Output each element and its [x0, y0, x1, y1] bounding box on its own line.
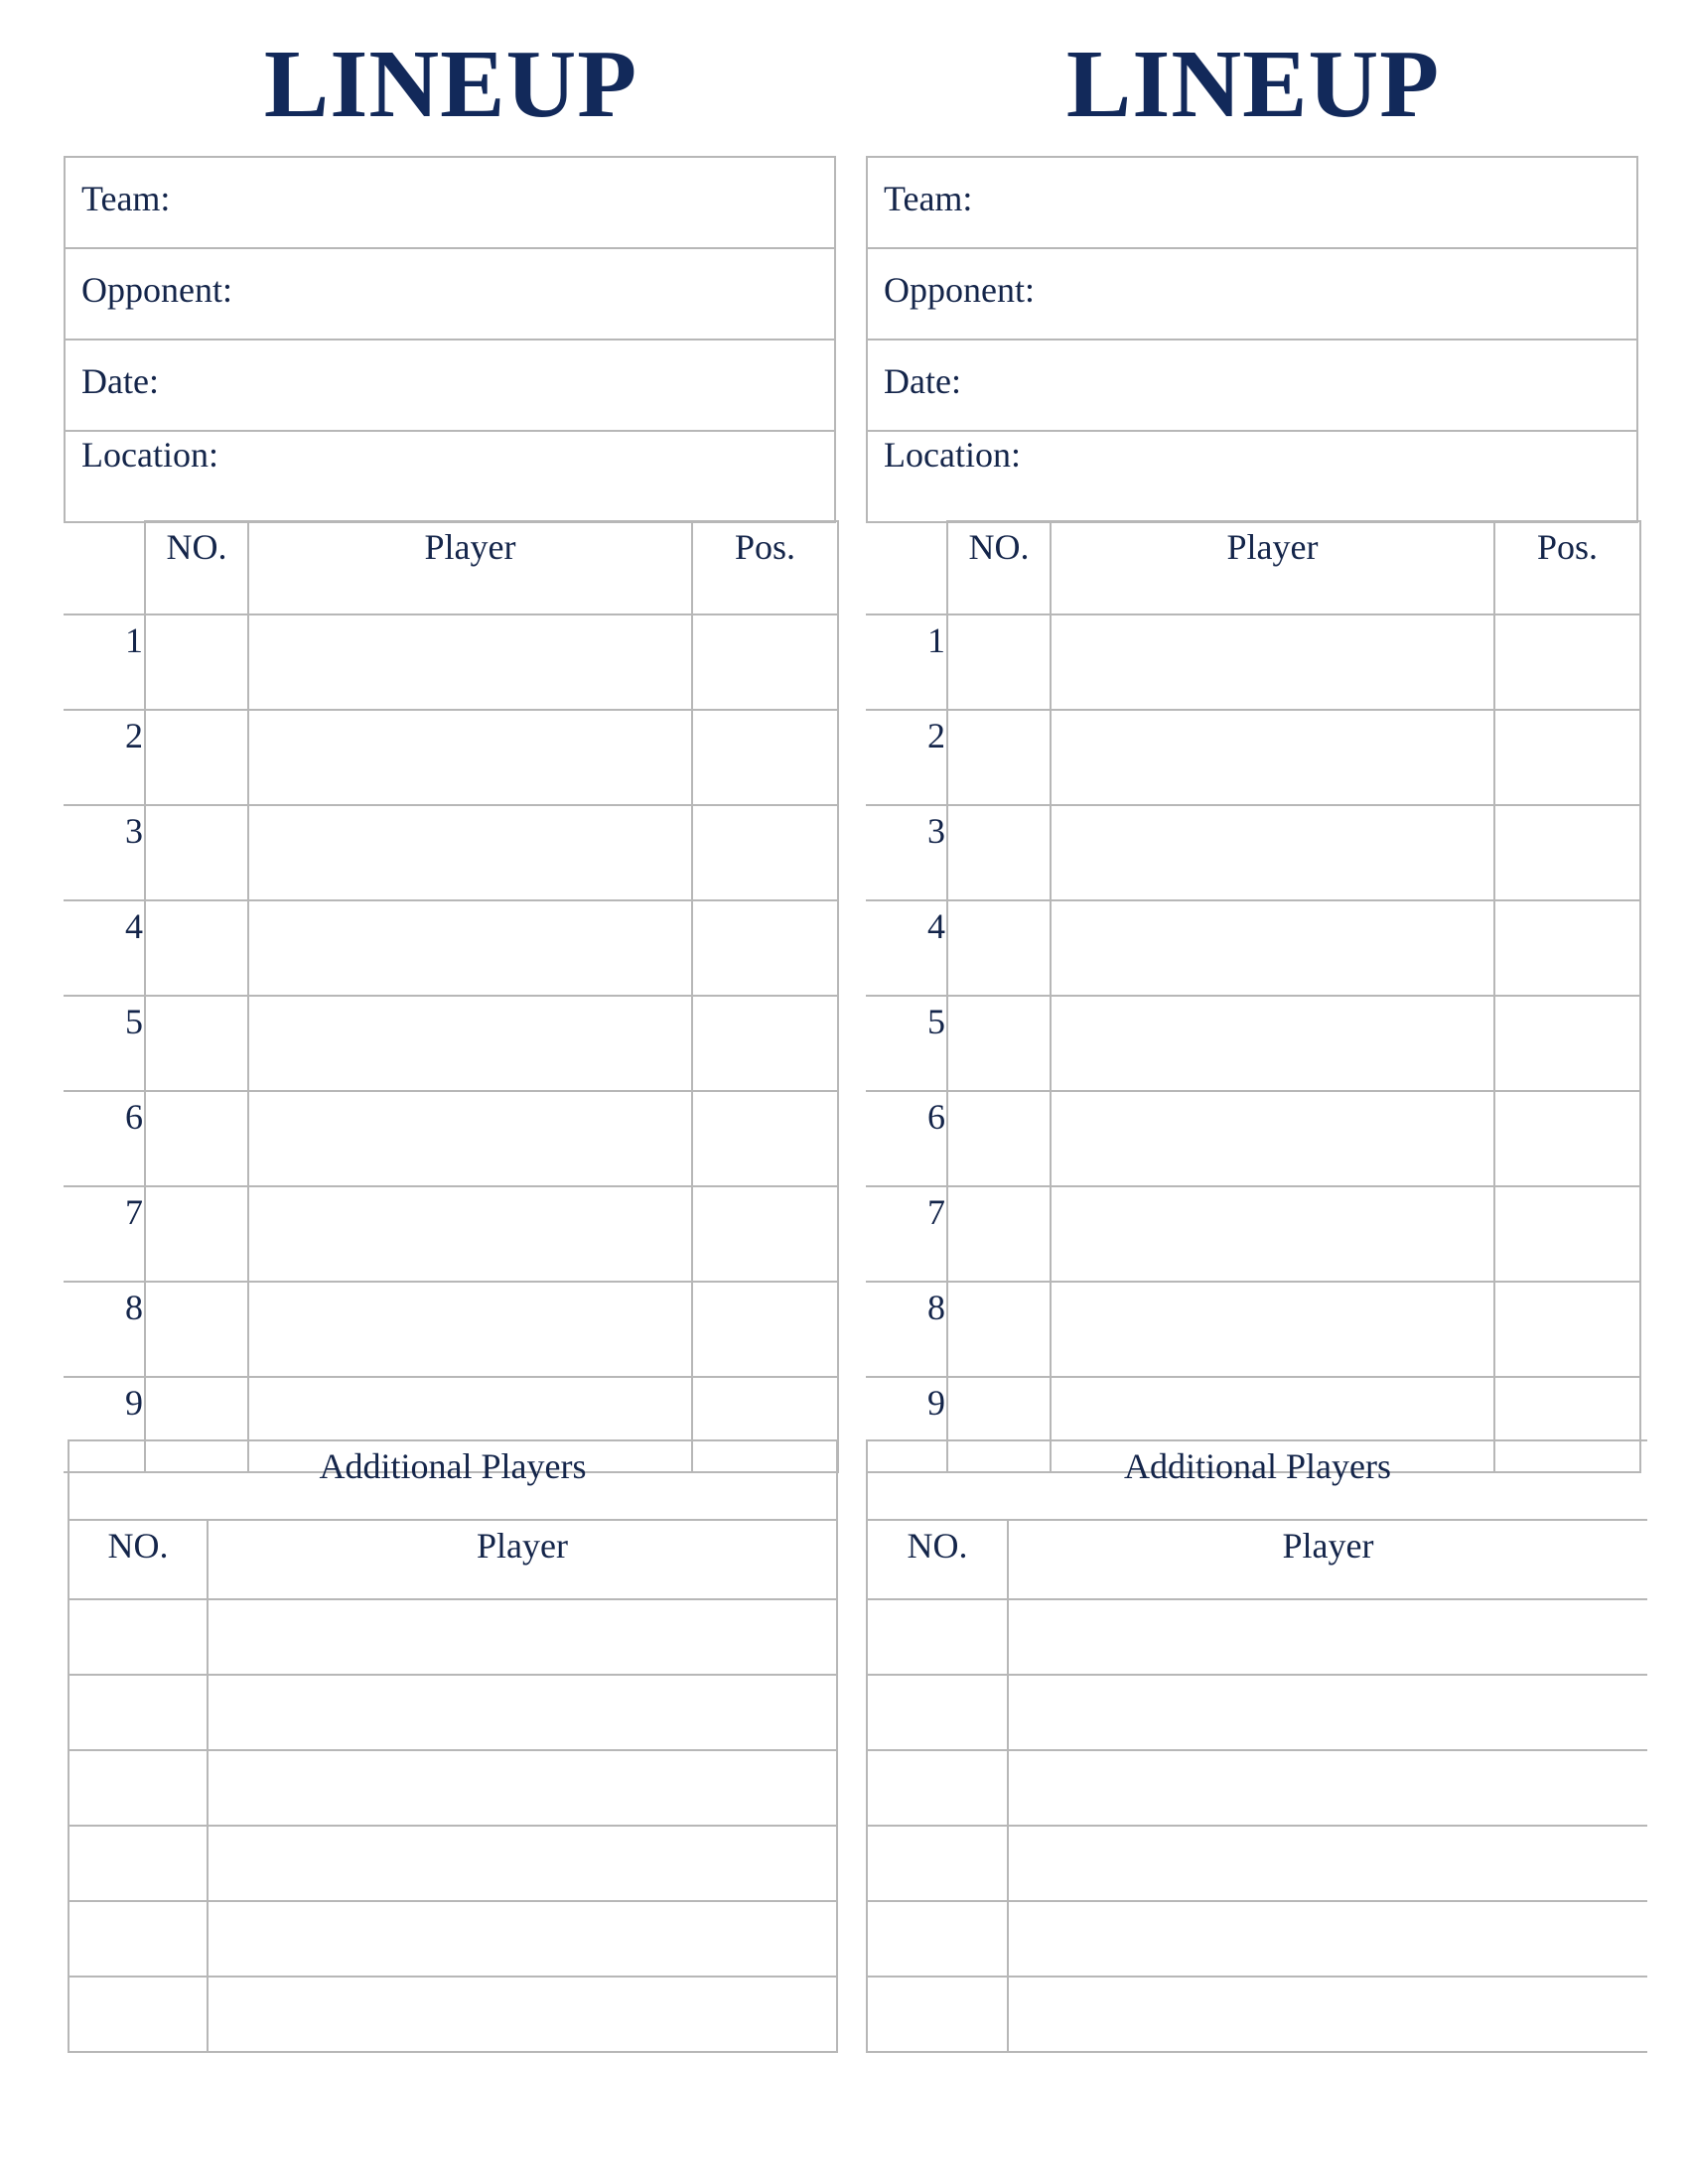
no-cell[interactable] [867, 1977, 1008, 2052]
order-header [64, 521, 145, 614]
no-cell[interactable] [947, 1186, 1051, 1282]
opponent-field[interactable]: Opponent: [868, 249, 1636, 341]
no-cell[interactable] [69, 1599, 208, 1675]
no-cell[interactable] [145, 996, 248, 1091]
table-row [867, 1901, 1647, 1977]
game-info-table [64, 156, 836, 523]
no-header: NO. [867, 1520, 1008, 1599]
table-row [867, 1675, 1647, 1750]
batting-order-number: 2 [866, 710, 947, 805]
player-cell[interactable] [248, 614, 692, 710]
pos-cell[interactable] [1494, 1091, 1640, 1186]
player-header: Player [208, 1520, 837, 1599]
player-cell[interactable] [208, 1750, 837, 1826]
pos-cell[interactable] [1494, 1186, 1640, 1282]
pos-cell[interactable] [692, 710, 838, 805]
player-cell[interactable] [248, 805, 692, 900]
no-cell[interactable] [69, 1675, 208, 1750]
table-row [69, 1977, 837, 2052]
batting-order-number: 9 [866, 1377, 947, 1472]
player-cell[interactable] [1008, 1675, 1647, 1750]
team-field[interactable]: Team: [868, 158, 1636, 249]
pos-header: Pos. [692, 521, 838, 614]
batting-order-number: 4 [866, 900, 947, 996]
table-row [69, 1826, 837, 1901]
batting-order-number: 3 [64, 805, 145, 900]
player-cell[interactable] [1051, 614, 1494, 710]
table-row [64, 900, 838, 996]
batting-order-number: 7 [866, 1186, 947, 1282]
pos-cell[interactable] [692, 1091, 838, 1186]
table-row [64, 1186, 838, 1282]
table-row [69, 1750, 837, 1826]
table-row [64, 805, 838, 900]
batting-order-table [64, 520, 839, 1473]
batting-order-number: 7 [64, 1186, 145, 1282]
date-field[interactable]: Date: [868, 341, 1636, 432]
batting-order-number: 8 [64, 1282, 145, 1377]
table-row [866, 710, 1640, 805]
player-cell[interactable] [1051, 900, 1494, 996]
player-cell[interactable] [208, 1826, 837, 1901]
pos-cell[interactable] [1494, 614, 1640, 710]
player-cell[interactable] [248, 900, 692, 996]
no-cell[interactable] [145, 1282, 248, 1377]
lineup-sheet-right [866, 0, 1640, 2184]
table-row [867, 1826, 1647, 1901]
batting-order-number: 1 [64, 614, 145, 710]
batting-order-number: 5 [64, 996, 145, 1091]
pos-cell[interactable] [1494, 1282, 1640, 1377]
no-cell[interactable] [867, 1675, 1008, 1750]
player-cell[interactable] [248, 1282, 692, 1377]
no-cell[interactable] [947, 614, 1051, 710]
table-row [64, 614, 838, 710]
player-cell[interactable] [1051, 710, 1494, 805]
no-cell[interactable] [867, 1599, 1008, 1675]
pos-header: Pos. [1494, 521, 1640, 614]
batting-order-number: 3 [866, 805, 947, 900]
no-cell[interactable] [867, 1901, 1008, 1977]
pos-cell[interactable] [692, 996, 838, 1091]
no-cell[interactable] [145, 710, 248, 805]
additional-players-table [866, 1439, 1647, 2053]
pos-cell[interactable] [692, 805, 838, 900]
order-header [866, 521, 947, 614]
player-cell[interactable] [1051, 1091, 1494, 1186]
no-cell[interactable] [145, 805, 248, 900]
pos-cell[interactable] [1494, 710, 1640, 805]
player-cell[interactable] [1008, 1599, 1647, 1675]
table-row [64, 1282, 838, 1377]
batting-order-number: 5 [866, 996, 947, 1091]
no-cell[interactable] [69, 1826, 208, 1901]
player-cell[interactable] [1051, 1186, 1494, 1282]
additional-players-title: Additional Players [867, 1440, 1647, 1520]
additional-players-title: Additional Players [69, 1440, 837, 1520]
team-field[interactable]: Team: [66, 158, 834, 249]
no-cell[interactable] [69, 1901, 208, 1977]
table-row [69, 1901, 837, 1977]
player-cell[interactable] [248, 1091, 692, 1186]
table-header-row [866, 521, 1640, 614]
no-cell[interactable] [145, 900, 248, 996]
no-cell[interactable] [947, 1091, 1051, 1186]
no-cell[interactable] [145, 614, 248, 710]
lineup-sheet-left [64, 0, 838, 2184]
player-cell[interactable] [1008, 1977, 1647, 2052]
no-header: NO. [947, 521, 1051, 614]
no-header: NO. [69, 1520, 208, 1599]
no-cell[interactable] [69, 1750, 208, 1826]
sheet-title: LINEUP [263, 31, 638, 138]
player-cell[interactable] [248, 1186, 692, 1282]
batting-order-number: 6 [64, 1091, 145, 1186]
location-field[interactable]: Location: [884, 435, 1021, 475]
table-row [867, 1750, 1647, 1826]
pos-cell[interactable] [1494, 805, 1640, 900]
no-cell[interactable] [145, 1186, 248, 1282]
batting-order-number: 8 [866, 1282, 947, 1377]
no-cell[interactable] [145, 1091, 248, 1186]
no-header: NO. [145, 521, 248, 614]
pos-cell[interactable] [692, 1282, 838, 1377]
table-row [866, 1282, 1640, 1377]
pos-cell[interactable] [692, 900, 838, 996]
additional-players-table [68, 1439, 838, 2053]
batting-order-number: 1 [866, 614, 947, 710]
location-field[interactable]: Location: [81, 435, 218, 475]
table-row [866, 805, 1640, 900]
no-cell[interactable] [69, 1977, 208, 2052]
table-row [866, 996, 1640, 1091]
table-header-row [64, 521, 838, 614]
table-row [867, 1977, 1647, 2052]
player-cell[interactable] [208, 1599, 837, 1675]
player-cell[interactable] [248, 996, 692, 1091]
no-cell[interactable] [867, 1750, 1008, 1826]
player-cell[interactable] [1008, 1750, 1647, 1826]
batting-order-table [866, 520, 1641, 1473]
no-cell[interactable] [947, 710, 1051, 805]
pos-cell[interactable] [1494, 900, 1640, 996]
player-cell[interactable] [208, 1977, 837, 2052]
date-field[interactable]: Date: [66, 341, 834, 432]
no-cell[interactable] [947, 900, 1051, 996]
player-cell[interactable] [1008, 1901, 1647, 1977]
batting-order-number: 2 [64, 710, 145, 805]
player-cell[interactable] [1051, 1282, 1494, 1377]
player-header: Player [1008, 1520, 1647, 1599]
table-row [69, 1675, 837, 1750]
no-cell[interactable] [867, 1826, 1008, 1901]
batting-order-number: 6 [866, 1091, 947, 1186]
batting-order-number: 4 [64, 900, 145, 996]
no-cell[interactable] [947, 996, 1051, 1091]
player-cell[interactable] [248, 710, 692, 805]
table-row [867, 1599, 1647, 1675]
sheet-title: LINEUP [1065, 31, 1441, 138]
no-cell[interactable] [947, 805, 1051, 900]
table-row [866, 1186, 1640, 1282]
table-row [866, 1091, 1640, 1186]
pos-cell[interactable] [692, 1186, 838, 1282]
player-cell[interactable] [1008, 1826, 1647, 1901]
table-row [866, 900, 1640, 996]
game-info-table [866, 156, 1638, 523]
table-row [64, 1091, 838, 1186]
table-row [866, 614, 1640, 710]
table-row [64, 996, 838, 1091]
no-cell[interactable] [947, 1282, 1051, 1377]
player-header: Player [248, 521, 692, 614]
player-cell[interactable] [208, 1901, 837, 1977]
table-row [69, 1599, 837, 1675]
table-row [64, 710, 838, 805]
player-cell[interactable] [208, 1675, 837, 1750]
player-cell[interactable] [1051, 996, 1494, 1091]
batting-order-number: 9 [64, 1377, 145, 1472]
player-cell[interactable] [1051, 805, 1494, 900]
pos-cell[interactable] [692, 614, 838, 710]
player-header: Player [1051, 521, 1494, 614]
opponent-field[interactable]: Opponent: [66, 249, 834, 341]
pos-cell[interactable] [1494, 996, 1640, 1091]
